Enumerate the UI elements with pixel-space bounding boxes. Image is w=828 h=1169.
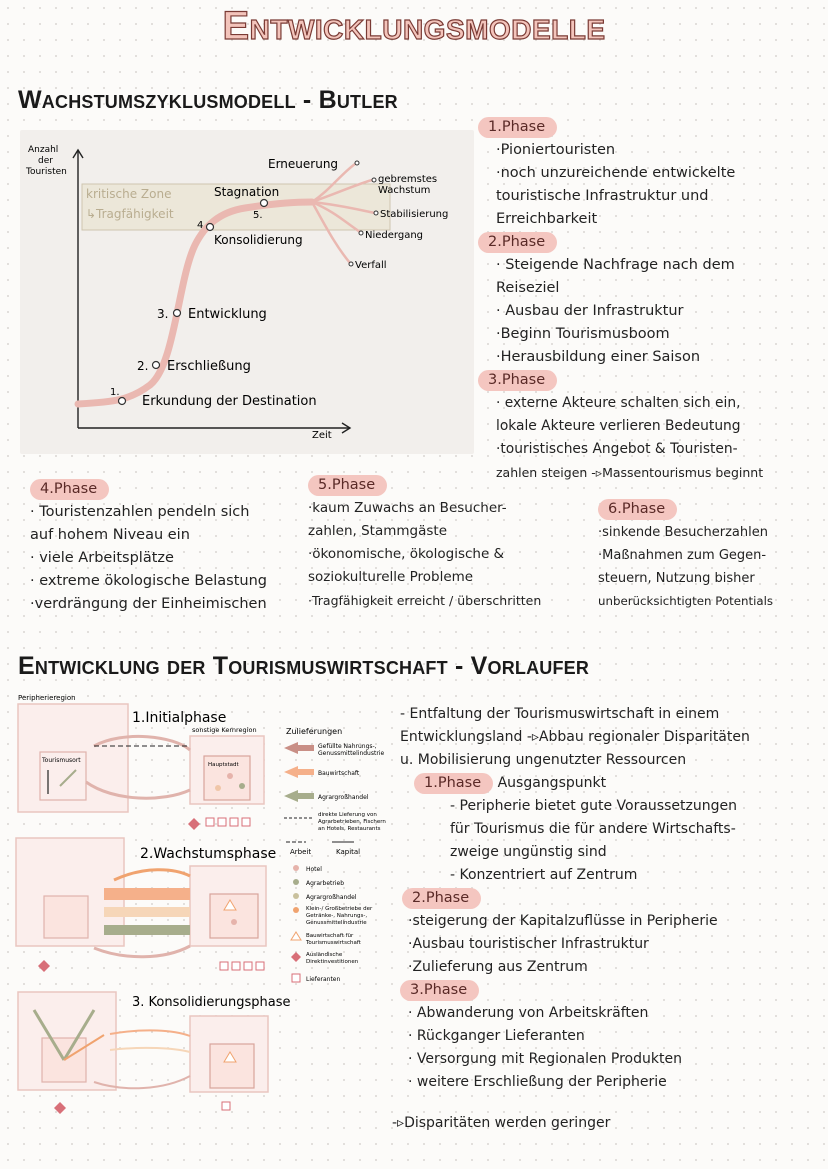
stage2-supplier	[232, 962, 240, 970]
v-phase-3-line: · Abwanderung von Arbeitskräften	[408, 1005, 649, 1021]
legend-arrow-mauve	[284, 742, 298, 754]
legend2-bau-a: Bauwirtschaft für	[306, 933, 354, 939]
phase-6-line: steuern, Nutzung bisher	[598, 571, 755, 586]
gebremst-dot	[372, 178, 376, 182]
stage-4-num: 4	[197, 220, 204, 231]
phase-6-label: 6.Phase	[598, 499, 677, 520]
v-phase-1-line: zweige ungünstig sind	[450, 844, 607, 860]
legend-item-4c: an Hotels, Restaurants	[318, 826, 381, 832]
niedergang-dot	[359, 231, 363, 235]
stage3-diamond	[54, 1102, 66, 1114]
stage-3-marker	[174, 310, 181, 317]
butler-chart	[20, 130, 474, 454]
legend-arrow-olive	[284, 790, 298, 802]
branch-gebremst-label-2: Wachstum	[378, 185, 431, 196]
legend-item-4b: Agrarbetrieben, Fischern	[318, 819, 386, 825]
legend2-supplier-icon	[292, 974, 300, 982]
legend-item-4a: direkte Lieferung von	[318, 812, 377, 818]
stage1-supplier	[242, 818, 250, 826]
v-phase-1-line: - Peripherie bietet gute Voraussetzungen	[450, 798, 737, 814]
stage2-dot	[231, 919, 237, 925]
legend2-invest-a: Ausländische	[306, 952, 343, 958]
ylabel-1: Anzahl	[28, 145, 59, 155]
ylabel-3: Touristen	[26, 167, 67, 177]
branch-verfall-label: Verfall	[355, 260, 387, 271]
stage-1-label: Erkundung der Destination	[142, 394, 317, 409]
phase-3-line: ·touristisches Angebot & Touristen-	[496, 441, 738, 457]
stage-4-marker	[207, 224, 214, 231]
phase-3-line: lokale Akteure verlieren Bedeutung	[496, 418, 741, 434]
butler-heading: Wachstumszyklusmodell - Butler	[18, 86, 398, 114]
branch-stabil-label: Stabilisierung	[380, 209, 449, 220]
v-phase-1-line: für Tourismus die für andere Wirtschafts-	[450, 821, 736, 837]
legend2-industrie-dot	[293, 907, 299, 913]
legend-kapital: Kapital	[336, 848, 361, 856]
legend-item-3: Agrargroßhandel	[318, 794, 369, 801]
legend2-invest-b: Direktinvestitionen	[306, 959, 359, 965]
stage-3-num: 3.	[157, 307, 169, 321]
page-title: Entwicklungsmodelle	[222, 4, 606, 48]
stage1-supplier	[206, 818, 214, 826]
v-phase-3-label: 3.Phase	[400, 980, 479, 1001]
v-phase-2-line: ·steigerung der Kapitalzuflüsse in Peripherie	[408, 913, 718, 929]
phase-2-line: ·Beginn Tourismusboom	[496, 326, 670, 342]
legend-item-1b: Genussmittelindustrie	[318, 750, 385, 757]
intro-line: - Entfaltung der Tourismuswirtschaft in einem	[400, 706, 720, 722]
stage-2-marker	[153, 362, 160, 369]
zentrum-label: sonstige Kernregion	[192, 726, 257, 734]
v-phase-3-lines	[408, 1002, 825, 1094]
stage1-diamond	[188, 818, 200, 830]
zone-label-2: ↳Tragfähigkeit	[86, 207, 174, 221]
phase-4-label: 4.Phase	[30, 479, 109, 500]
erneuerung-dot	[355, 161, 359, 165]
vorlaufer-text	[400, 703, 825, 1094]
legend2-supplier: Lieferanten	[306, 976, 341, 983]
phase-5-label: 5.Phase	[308, 475, 387, 496]
phase-5-line: ·Tragfähigkeit erreicht / überschritten	[308, 593, 542, 608]
zone-label-1: kritische Zone	[86, 187, 172, 201]
phase-2-line: · Ausbau der Infrastruktur	[496, 303, 684, 319]
vorlaufer-heading: Entwicklung der Tourismuswirtschaft - Vorlaufer	[18, 652, 590, 680]
stage-3-label: Entwicklung	[188, 307, 267, 322]
stage-1-marker	[119, 398, 126, 405]
legend-item-1a: Gefüllte Nahrungs-,	[318, 743, 377, 750]
stage1-dot	[215, 785, 221, 791]
legend2-grosshandel-dot	[293, 893, 299, 899]
stage2-supplier	[256, 962, 264, 970]
intro-line: Entwicklungsland -▹Abbau regionaler Disparitäten	[400, 729, 750, 745]
legend2-bau-b: Tourismuswirtschaft	[306, 940, 361, 946]
phase-3-lines	[478, 392, 823, 484]
phase-5-block	[308, 474, 593, 612]
butler-phases-right	[478, 116, 823, 484]
legend2-bau-icon	[291, 932, 301, 940]
vorlaufer-diagram	[14, 690, 404, 1120]
intro-line: u. Mobilisierung ungenutzter Ressourcen	[400, 752, 687, 768]
phase-6-block	[598, 498, 826, 613]
v-phase-3-line: · weitere Erschließung der Peripherie	[408, 1074, 667, 1090]
v-phase-1-lines	[450, 795, 825, 887]
stage2-supplier	[244, 962, 252, 970]
stage-stagnation-label: Stagnation	[214, 185, 280, 199]
phase-5-line: ·kaum Zuwachs an Besucher-	[308, 500, 507, 516]
phase-2-label: 2.Phase	[478, 232, 557, 253]
phase-4-line: · viele Arbeitsplätze	[30, 550, 174, 566]
phase-6-line: ·sinkende Besucherzahlen	[598, 525, 768, 540]
stage-1-num: 1.	[110, 387, 120, 398]
v-phase-1-line: - Konzentriert auf Zentrum	[450, 867, 638, 883]
phase-1-line: Erreichbarkeit	[496, 211, 598, 227]
stage-2-label: Erschließung	[167, 359, 251, 374]
v-phase-1-suffix: Ausgangspunkt	[497, 775, 607, 791]
peripherie-label: Peripherieregion	[18, 694, 76, 702]
stage-4-label: Konsolidierung	[214, 233, 303, 247]
hauptstadt-label: Hauptstadt	[208, 762, 239, 768]
phase-1-label: 1.Phase	[478, 117, 557, 138]
stage1-title: 1.Initialphase	[132, 710, 227, 726]
legend2-industrie-a: Klein-/ Großbetriebe der	[306, 906, 373, 912]
phase-2-line: · Steigende Nachfrage nach dem	[496, 257, 735, 273]
stage3-flow	[110, 1048, 190, 1052]
v-phase-2-line: ·Zulieferung aus Zentrum	[408, 959, 588, 975]
branch-erneuerung-label: Erneuerung	[268, 157, 339, 171]
legend-arrow-orange	[284, 766, 298, 778]
stage1-tourist-label: Tourismusort	[42, 757, 81, 764]
vorlaufer-diagram-svg	[14, 690, 404, 1120]
stage-5-num: 5.	[253, 210, 263, 221]
stage3-title: 3. Konsolidierungsphase	[132, 995, 291, 1010]
phase-4-block	[30, 478, 300, 616]
phase-4-line: ·verdrängung der Einheimischen	[30, 596, 267, 612]
v-phase-2-label: 2.Phase	[402, 888, 481, 909]
legend2-industrie-b: Getränke-, Nahrungs-,	[306, 913, 368, 919]
phase-1-line: ·Pioniertouristen	[496, 142, 616, 158]
stage2-diamond	[38, 960, 50, 972]
legend2-grosshandel: Agrargroßhandel	[306, 894, 357, 901]
conclusion: -▹Disparitäten werden geringer	[392, 1115, 611, 1131]
branch-gebremst-label-1: gebremstes	[378, 174, 438, 185]
legend2-hotel: Hotel	[306, 866, 322, 873]
stage2-lower-flow	[94, 946, 190, 957]
phase-2-lines	[478, 254, 823, 369]
v-phase-2-lines	[408, 910, 825, 979]
legend-arbeit: Arbeit	[290, 848, 312, 856]
stage1-dot	[227, 773, 233, 779]
stage2-title: 2.Wachstumsphase	[140, 846, 277, 862]
stage1-supplier	[218, 818, 226, 826]
phase-2-line: Reiseziel	[496, 280, 560, 296]
stage1-dot	[239, 783, 245, 789]
phase-5-line: zahlen, Stammgäste	[308, 523, 448, 539]
stage2-supplier	[220, 962, 228, 970]
stage2-upper-flow	[114, 870, 190, 880]
phase-4-line: · extreme ökologische Belastung	[30, 573, 267, 589]
legend2-industrie-c: Genussmittelindustrie	[306, 920, 367, 926]
stage3-capital-box	[210, 1044, 254, 1088]
phase-2-line: ·Herausbildung einer Saison	[496, 349, 701, 365]
stage1-supplier	[230, 818, 238, 826]
phase-3-line: · externe Akteure schalten sich ein,	[496, 395, 741, 411]
butler-chart-svg	[20, 130, 474, 454]
stabil-dot	[374, 211, 378, 215]
legend2-agrar-dot	[293, 879, 299, 885]
stage-5-marker	[261, 200, 268, 207]
phase-6-line: ·Maßnahmen zum Gegen-	[598, 548, 767, 563]
xlabel: Zeit	[312, 430, 332, 441]
phase-1-lines	[478, 139, 823, 231]
legend-title: Zulieferungen	[286, 727, 343, 736]
stage-2-num: 2.	[137, 359, 149, 373]
phase-3-line: zahlen steigen -▹Massentourismus beginnt	[496, 465, 764, 480]
phase-6-line: unberücksichtigten Potentials	[598, 594, 774, 608]
v-phase-1-label: 1.Phase	[414, 773, 493, 794]
v-phase-2-line: ·Ausbau touristischer Infrastruktur	[408, 936, 649, 952]
stage2-tourist-box	[44, 896, 88, 938]
legend-item-2: Bauwirtschaft	[318, 770, 360, 777]
phase-4-line: auf hohem Niveau ein	[30, 527, 190, 543]
phase-1-line: touristische Infrastruktur und	[496, 188, 709, 204]
phase-1-line: ·noch unzureichende entwickelte	[496, 165, 736, 181]
stage3-flow	[110, 1030, 190, 1036]
verfall-dot	[349, 262, 353, 266]
legend2-agrar: Agrarbetrieb	[306, 880, 345, 887]
branch-niedergang-label: Niedergang	[365, 230, 424, 241]
phase-5-line: soziokulturelle Probleme	[308, 569, 474, 585]
v-phase-3-line: · Rückganger Lieferanten	[408, 1028, 585, 1044]
ylabel-2: der	[38, 156, 53, 166]
stage2-capital-box	[210, 894, 258, 938]
phase-3-label: 3.Phase	[478, 370, 557, 391]
legend2-invest-icon	[291, 952, 301, 962]
stage3-supplier	[222, 1102, 230, 1110]
v-phase-3-line: · Versorgung mit Regionalen Produkten	[408, 1051, 682, 1067]
phase-5-line: ·ökonomische, ökologische &	[308, 546, 505, 562]
phase-4-line: · Touristenzahlen pendeln sich	[30, 504, 250, 520]
v-phase-1-head	[414, 772, 825, 795]
legend2-hotel-dot	[293, 865, 299, 871]
